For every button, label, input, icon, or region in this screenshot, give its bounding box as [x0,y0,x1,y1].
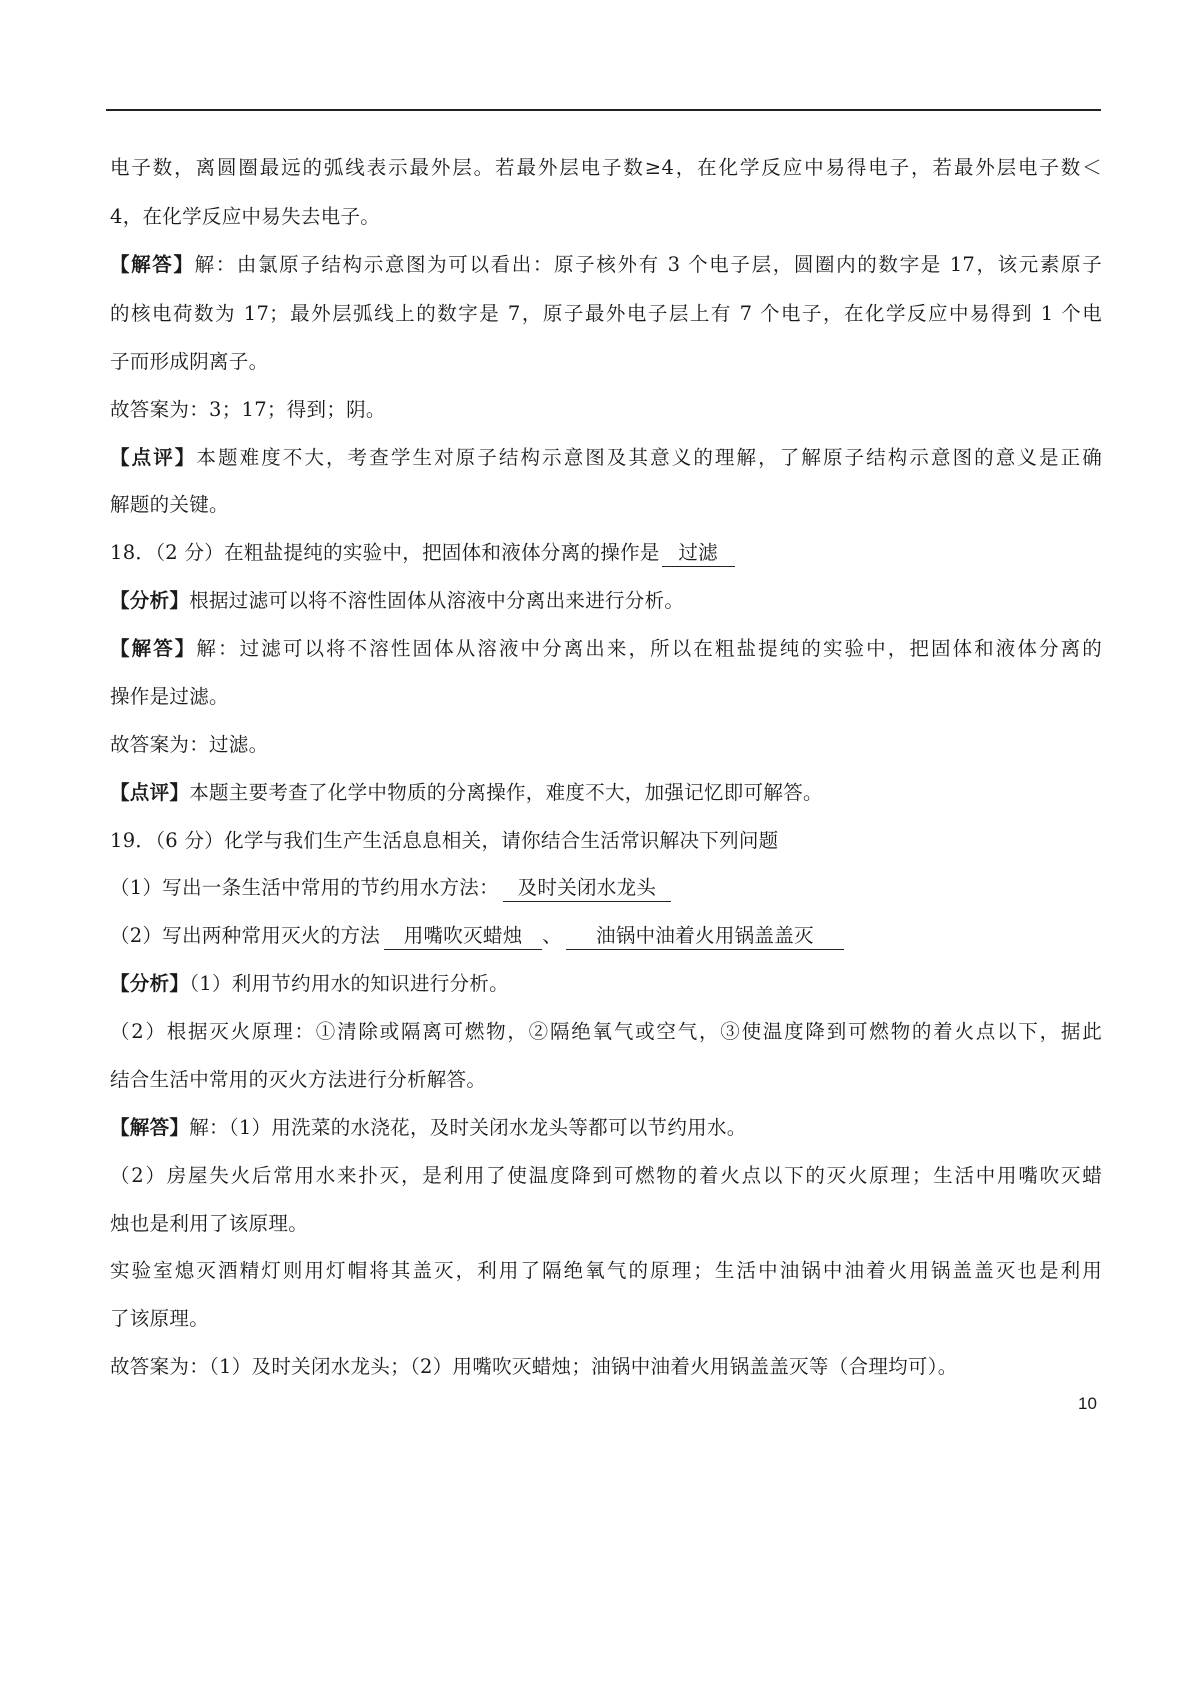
answer-blank: 及时关闭水龙头 [503,875,671,902]
text-line: （2）根据灭火原理：①清除或隔离可燃物，②隔绝氧气或空气，③使温度降到可燃物的着火点以下，据此 [110,1020,1102,1043]
question-19: 19．（6 分）化学与我们生产生活息息相关，请你结合生活常识解决下列问题 [110,829,779,852]
text-line [110,634,1102,664]
text-line: 故答案为：过滤。 [110,733,269,756]
text-span: 根据过滤可以将不溶性固体从溶液中分离出来进行分析。 [189,589,685,612]
text-line: （2）房屋失火后常用水来扑灭，是利用了使温度降到可燃物的着火点以下的灭火原理；生活中用嘴吹灭蜡 [110,1164,1102,1187]
question-text: 18．（2 分）在粗盐提纯的实验中，把固体和液体分离的操作是 [110,541,660,564]
section-tag: 【解答】 [110,253,195,276]
text-line: 故答案为：（1）及时关闭水龙头；（2）用嘴吹灭蜡烛；油锅中油着火用锅盖盖灭等（合理均可）。 [110,1355,958,1378]
text-line: 电子数，离圆圈最远的弧线表示最外层。若最外层电子数≥4，在化学反应中易得电子，若最外层电子数＜ [110,156,1102,179]
section-tag: 【点评】 [110,781,190,804]
text-line [110,443,1102,473]
text-span: 解：由氯原子结构示意图为可以看出：原子核外有 3 个电子层，圆圈内的数字是 17，该元素原子 [194,253,1102,276]
text-line: 解题的关键。 [110,493,229,516]
text-line: 4，在化学反应中易失去电子。 [110,205,381,228]
section-tag: 【分析】 [110,589,190,612]
text-span: 解：（1）用洗菜的水浇花，及时关闭水龙头等都可以节约用水。 [189,1116,747,1139]
question-text: （2）写出两种常用灭火的方法 [110,924,381,947]
answer-blank: 油锅中油着火用锅盖盖灭 [566,923,844,950]
text-line [110,969,1102,999]
question-text: （1）写出一条生活中常用的节约用水方法： [110,876,499,899]
text-line [110,1113,1102,1143]
question-19-part-1 [110,873,1102,903]
section-tag: 【解答】 [110,637,197,660]
answer-blank: 用嘴吹灭蜡烛 [384,923,542,950]
text-span: （1）利用节约用水的知识进行分析。 [189,972,509,995]
text-line: 结合生活中常用的灭火方法进行分析解答。 [110,1068,487,1091]
text-line: 故答案为：3；17；得到；阴。 [110,398,386,421]
text-line: 烛也是利用了该原理。 [110,1212,309,1235]
question-18 [110,538,1102,568]
text-line: 的核电荷数为 17；最外层弧线上的数字是 7，原子最外电子层上有 7 个电子，在化学反应中易得到 1 个电 [110,302,1102,325]
text-line [110,250,1102,280]
answer-blank: 过滤 [662,540,735,567]
text-line [110,586,1102,616]
section-tag: 【点评】 [110,446,197,469]
text-line: 实验室熄灭酒精灯则用灯帽将其盖灭，利用了隔绝氧气的原理；生活中油锅中油着火用锅盖盖灭也是利用 [110,1259,1102,1282]
text-span: 本题难度不大，考查学生对原子结构示意图及其意义的理解，了解原子结构示意图的意义是正确 [196,446,1102,469]
text-line: 操作是过滤。 [110,685,229,708]
section-tag: 【分析】 [110,972,190,995]
section-tag: 【解答】 [110,1116,190,1139]
text-span: 本题主要考查了化学中物质的分离操作，难度不大，加强记忆即可解答。 [189,781,823,804]
text-line [110,778,1102,808]
text-line: 子而形成阴离子。 [110,350,269,373]
page-number: 10 [1078,1394,1097,1413]
text-span: 解：过滤可以将不溶性固体从溶液中分离出来，所以在粗盐提纯的实验中，把固体和液体分离的 [196,637,1102,660]
header-rule [106,109,1101,111]
text-line: 了该原理。 [110,1307,210,1330]
separator: 、 [542,924,562,947]
question-19-part-2 [110,921,1102,951]
